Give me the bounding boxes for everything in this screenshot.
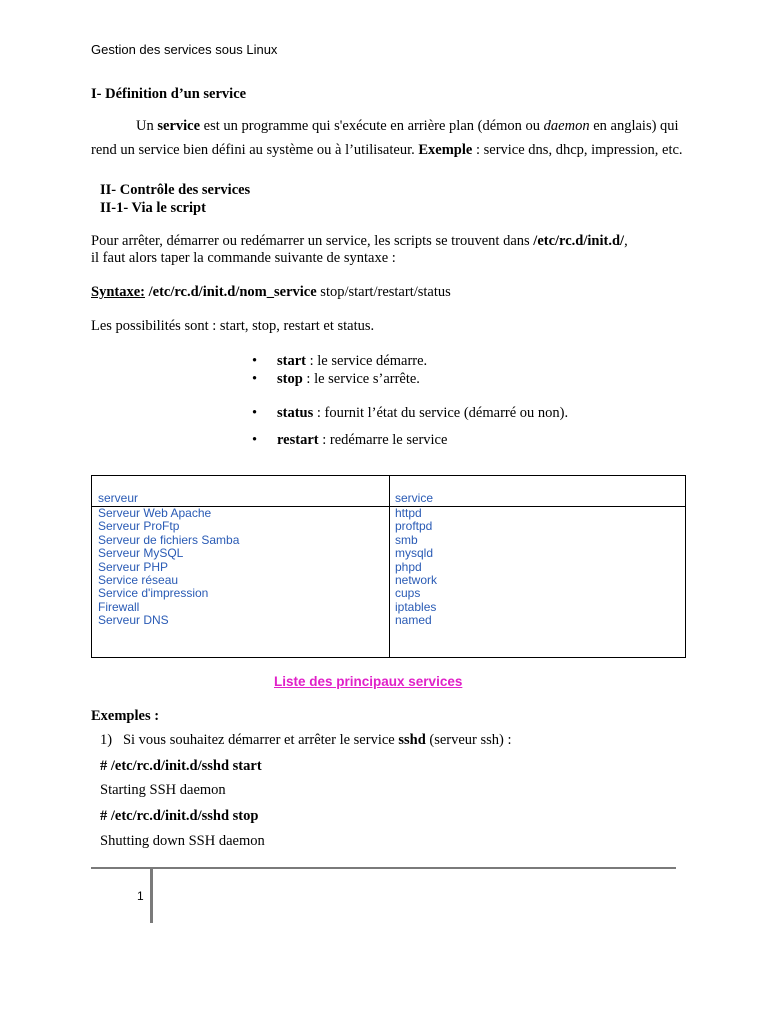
definition-text: rend un service bien défini au système ou à l’utilisateur.: [91, 142, 419, 158]
bullet-desc: : redémarre le service: [318, 432, 448, 448]
subsection-heading-script: II-1- Via le script: [100, 200, 206, 216]
table-cell-serveur: Firewall: [98, 599, 140, 614]
table-column-service: [395, 507, 437, 628]
bullet-desc: : le service s’arrête.: [302, 371, 420, 387]
table-column-divider: [389, 476, 390, 657]
table-cell-service: named: [395, 613, 432, 628]
syntax-line: [91, 284, 451, 301]
bullet-dot: •: [252, 405, 258, 421]
script-paragraph-line-2: il faut alors taper la commande suivante de syntaxe :: [91, 250, 396, 266]
script-paragraph-line-1: [91, 233, 628, 250]
table-cell-serveur: Service réseau: [98, 573, 179, 588]
example-item-1: [100, 732, 512, 749]
definition-text: Un: [136, 118, 158, 134]
syntax-options: stop/start/restart/status: [316, 284, 451, 300]
definition-text: en anglais) qui: [589, 118, 679, 134]
syntax-command: /etc/rc.d/init.d/nom_service: [144, 284, 317, 300]
services-table: [91, 475, 686, 658]
footer-divider: [91, 867, 676, 869]
page-header: Gestion des services sous Linux: [91, 42, 278, 57]
paragraph-text: Pour arrêter, démarrer ou redémarrer un service, les scripts se trouvent dans: [91, 233, 534, 249]
table-cell-service: phpd: [395, 559, 422, 574]
output-start: Starting SSH daemon: [100, 782, 226, 798]
example-text: (serveur ssh) :: [425, 732, 512, 748]
definition-line-2: [91, 142, 683, 159]
bullet-text: [277, 353, 427, 370]
table-cell-serveur: Serveur PHP: [98, 559, 169, 574]
table-cell-service: cups: [395, 586, 421, 601]
example-label: Exemple: [418, 142, 473, 158]
bullet-term: start: [277, 353, 306, 369]
possibilities-text: Les possibilités sont : start, stop, restart et status.: [91, 318, 375, 334]
bullet-desc: : fournit l’état du service (démarré ou non).: [313, 405, 569, 421]
paragraph-text: ,: [624, 233, 628, 249]
init-path: /etc/rc.d/init.d/: [533, 233, 625, 249]
bullet-term: stop: [277, 371, 303, 387]
table-cell-serveur: Serveur DNS: [98, 613, 169, 628]
definition-text: est un programme qui s'exécute en arrière plan (démon ou: [200, 118, 544, 134]
table-header-service: service: [395, 491, 434, 505]
table-cell-serveur: Serveur de fichiers Samba: [98, 532, 240, 547]
syntax-label: Syntaxe:: [91, 284, 145, 300]
term-service: service: [157, 118, 201, 134]
term-daemon: daemon: [543, 118, 590, 134]
bullet-dot: •: [252, 432, 258, 448]
examples-title: Exemples :: [91, 708, 160, 724]
bullet-text: [277, 405, 568, 422]
bullet-term: status: [277, 405, 314, 421]
section-heading-definition: I- Définition d’un service: [91, 86, 247, 102]
section-heading-control: II- Contrôle des services: [100, 182, 251, 198]
table-header-serveur: serveur: [98, 491, 139, 505]
bullet-text: [277, 371, 420, 388]
table-cell-serveur: Serveur Web Apache: [98, 506, 212, 520]
command-start: # /etc/rc.d/init.d/sshd start: [100, 758, 262, 774]
table-cell-serveur: Serveur ProFtp: [98, 519, 180, 534]
table-cell-serveur: Serveur MySQL: [98, 546, 184, 561]
list-number: 1): [100, 732, 113, 748]
example-text: Si vous souhaitez démarrer et arrêter le service: [122, 732, 399, 748]
bullet-desc: : le service démarre.: [306, 353, 428, 369]
bullet-dot: •: [252, 353, 258, 369]
command-stop: # /etc/rc.d/init.d/sshd stop: [100, 808, 259, 824]
bullet-dot: •: [252, 371, 258, 387]
table-caption: Liste des principaux services: [274, 674, 463, 689]
definition-line-1: [136, 118, 679, 135]
table-cell-service: smb: [395, 532, 418, 547]
table-cell-service: httpd: [395, 506, 422, 520]
definition-text: : service dns, dhcp, impression, etc.: [472, 142, 683, 158]
page-number: 1: [137, 889, 144, 903]
bullet-term: restart: [277, 432, 319, 448]
table-cell-service: iptables: [395, 599, 437, 614]
bullet-text: [277, 432, 447, 449]
table-cell-service: proftpd: [395, 519, 433, 534]
footer-vertical-divider: [150, 868, 153, 923]
term-sshd: sshd: [398, 732, 426, 748]
table-cell-service: network: [395, 573, 438, 588]
table-column-serveur: [98, 507, 239, 628]
table-cell-serveur: Service d'impression: [98, 586, 209, 601]
table-cell-service: mysqld: [395, 546, 434, 561]
output-stop: Shutting down SSH daemon: [100, 833, 265, 849]
